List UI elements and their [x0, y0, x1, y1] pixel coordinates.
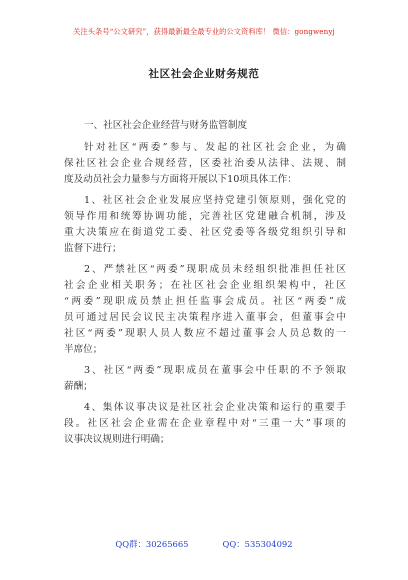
paragraph-item-1 — [64, 193, 346, 257]
section-heading: 一、社区社会企业经营与财务监管制度 — [84, 120, 248, 131]
paragraph-line: 度及动员社会力量参与方面将开展以下10项具体工作： — [64, 174, 297, 185]
page-title: 社区社会企业财务规范 — [148, 68, 260, 80]
paragraph-intro — [64, 140, 346, 188]
paragraph-line: 针对社区“两委”参与、发起的社区社会企业，为确 — [84, 142, 346, 153]
paragraph-line: 社区“两委”现职人员人数应不超过董事会人员总数的一 — [64, 328, 346, 339]
promo-header: 关注头条号“公文研究”，获得最新最全最专业的公文资料库！ 微信：gongwenyj — [73, 27, 335, 36]
paragraph-line: 薪酬； — [64, 381, 93, 392]
footer-contact — [0, 538, 408, 550]
paragraph-item-4 — [64, 400, 346, 448]
paragraph-item-3 — [64, 363, 346, 395]
footer-qq-group: QQ群：30265665 — [115, 539, 189, 549]
paragraph-line: 1、社区社会企业发展应坚持党建引领原则，强化党的 — [84, 195, 346, 206]
paragraph-line: 重大决策应在街道党工委、社区党委等各级党组织引导和 — [64, 227, 346, 238]
document-body — [64, 118, 346, 453]
paragraph-line: 议事决议规则进行明确； — [64, 434, 170, 445]
paragraph-line: 领导作用和统筹协调功能，完善社区党建融合机制，涉及 — [64, 211, 346, 222]
paragraph-line: 3、社区“两委”现职成员在董事会中任职的不予领取 — [84, 365, 346, 376]
paragraph-line: 2、严禁社区“两委”现职成员未经组织批准担任社区 — [84, 264, 346, 275]
paragraph-line: 4、集体议事决议是社区社会企业决策和运行的重要手 — [84, 402, 346, 413]
paragraph-line: “两委”现职成员禁止担任监事会成员。社区“两委”成 — [64, 296, 346, 307]
paragraph-line: 段。社区社会企业需在企业章程中对“三重一大”事项的 — [64, 418, 346, 429]
paragraph-line: 保社区社会企业合规经营，区委社治委从法律、法规、制 — [64, 158, 346, 169]
paragraph-line: 监督下进行； — [64, 243, 122, 254]
paragraph-line: 社会企业相关职务；在社区社会企业组织架构中，社区 — [64, 280, 346, 291]
footer-qq-number: QQ：535304092 — [222, 539, 293, 549]
paragraph-line: 员可通过居民会议民主决策程序进入董事会，但董事会中 — [64, 312, 346, 323]
paragraph-item-2 — [64, 262, 346, 358]
paragraph-line: 半席位； — [64, 344, 103, 355]
